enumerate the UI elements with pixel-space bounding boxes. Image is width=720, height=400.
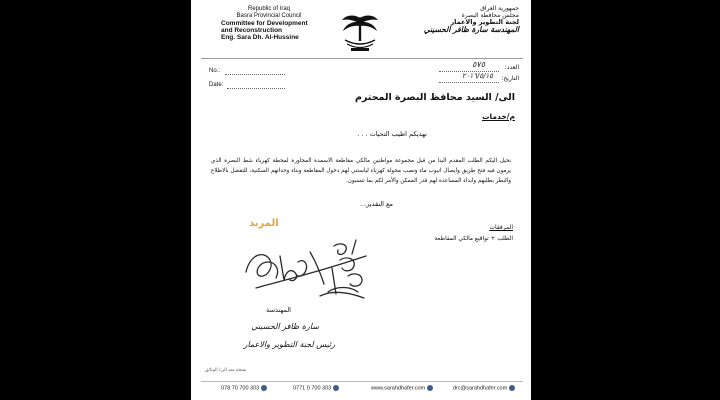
no-field-line	[225, 74, 285, 75]
email-icon	[509, 385, 515, 391]
header-divider	[201, 58, 523, 59]
date-label: Date:	[209, 82, 224, 88]
signature-title: المهندسة	[266, 306, 291, 314]
date-value: ٢٠١٦/٥/١٥	[461, 72, 493, 80]
closing: مع التقدير...	[359, 200, 393, 208]
globe-icon	[427, 385, 433, 391]
number-ar-label: العدد:	[504, 64, 519, 71]
date-ar-field-line	[439, 82, 499, 83]
attachments-label: المرفقات	[489, 224, 513, 231]
arabic-header	[409, 5, 519, 33]
signature-name: سارة ظافر الحسيني	[251, 322, 319, 331]
greeting: نهديكم اطيب التحيات . . .	[357, 130, 427, 138]
header-council: Basra Provincial Council	[236, 13, 302, 19]
copy-note: نسخة منه الى/ الوثائق	[205, 368, 247, 373]
header-ar-committee: لجنة التطوير والاعمار	[450, 18, 519, 26]
attachments-item: الطلب + تواقيع مالكي المقاطعة	[434, 236, 513, 242]
email-text: drc@sarahdhafer.com	[453, 385, 508, 392]
header-committee-2: and Reconstruction	[221, 27, 283, 34]
footer-phone-2	[293, 385, 339, 391]
mobile-phone-icon	[333, 385, 339, 391]
website-text: www.sarahdhafer.com	[371, 385, 426, 392]
letter-body: نحيل اليكم الطلب المقدم الينا من قبل مجموعة مواطنين مالكي مقاطعة الاسمدة المجاورة لمحطة كهرباء شط البصرة الذي يرمون فيه فتح طريق وايصال انبوب ماء ونصب محولة كهرباء لياستني لهم دخول المقاطعة وبناء وحداتهم السكنية، للتفضل بالاطلاع والنظر بطلبهم وابداء المساعدة لهم قدر الممكن والأمر لكم بما تنسبون.	[211, 158, 511, 184]
footer-email	[453, 385, 515, 391]
number-value: ٥٧٥	[472, 60, 485, 69]
header-ar-republic: جمهورية العراق	[480, 5, 519, 12]
header-engineer: Eng. Sara Dh. Al-Hussine	[221, 34, 299, 41]
signature-role: رئيس لجنة التطوير والاعمار	[243, 340, 335, 349]
english-header	[209, 6, 329, 42]
addressee: الى/ السيد محافظ البصرة المحترم	[354, 92, 515, 103]
basra-palm-emblem-icon	[337, 12, 383, 54]
footer-phone-1	[221, 385, 267, 391]
header-ar-engineer: المهندسة سارة ظافر الحسيني	[423, 25, 519, 34]
header-committee: Committee for Development	[221, 20, 308, 27]
handwritten-signature	[236, 232, 386, 312]
footer-divider	[201, 381, 523, 382]
watermark-logo: المربد	[249, 218, 279, 229]
header-republic: Republic of Iraq	[247, 6, 291, 12]
date-field-line	[227, 88, 285, 89]
phone-icon	[261, 385, 267, 391]
phone-2-text: 0771 0 700 303	[293, 385, 332, 392]
no-label: No.:	[209, 68, 221, 74]
header-ar-council: مجلس محافظة البصرة	[461, 12, 519, 19]
footer-website	[371, 385, 433, 391]
letter-page	[191, 0, 531, 400]
phone-1-text: 078 70 700 303	[221, 385, 260, 392]
subject: م/خدمات	[482, 112, 515, 121]
date-ar-label: التاريخ:	[501, 75, 519, 82]
